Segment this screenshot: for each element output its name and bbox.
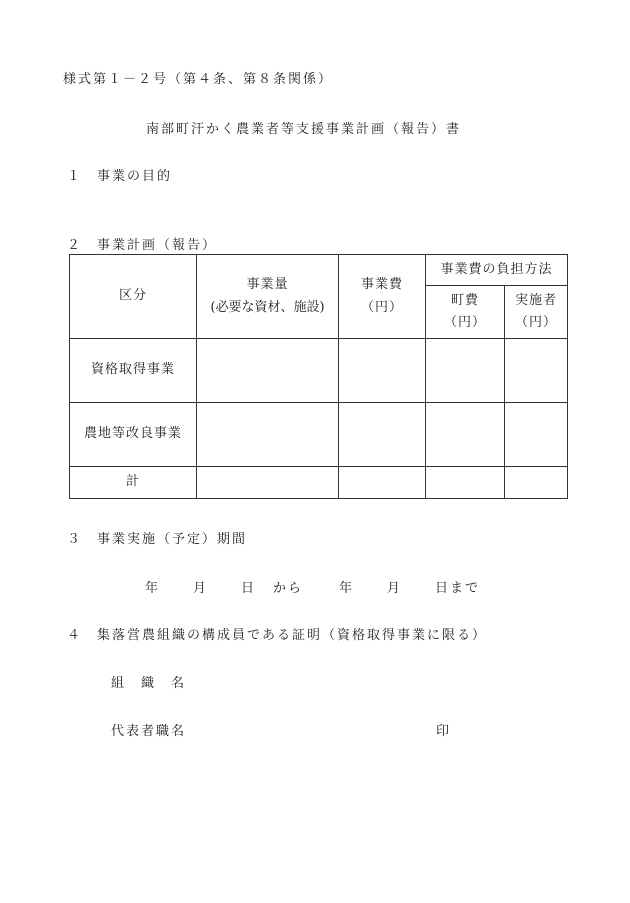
cost-cell[interactable] (339, 467, 426, 499)
seal-mark: 印 (436, 724, 452, 739)
quantity-cell[interactable] (197, 403, 339, 467)
period-from: から (273, 581, 304, 596)
cost-cell[interactable] (339, 403, 426, 467)
header-implementer-cost: 実施者 （円） (505, 286, 568, 339)
period-month-start: 月 (193, 581, 209, 596)
section-2-heading: ２ 事業計画（報告） (67, 238, 218, 253)
period-year-start: 年 (145, 581, 161, 596)
header-burden-method: 事業費の負担方法 (426, 255, 568, 286)
header-cost: 事業費 （円） (339, 255, 426, 339)
implementer-cost-cell[interactable] (505, 339, 568, 403)
form-number: 様式第１－２号（第４条、第８条関係） (63, 72, 334, 87)
cost-cell[interactable] (339, 339, 426, 403)
period-month-end: 月 (387, 581, 403, 596)
implementer-cost-cell[interactable] (505, 403, 568, 467)
period-year-end: 年 (339, 581, 355, 596)
section-1-heading: １ 事業の目的 (67, 169, 173, 184)
quantity-cell[interactable] (197, 339, 339, 403)
table-row (70, 339, 568, 403)
org-name-label: 組 織 名 (111, 676, 187, 691)
period-day-until: 日まで (435, 581, 481, 596)
town-cost-cell[interactable] (426, 467, 505, 499)
town-cost-cell[interactable] (426, 339, 505, 403)
row-label: 資格取得事業 (70, 339, 197, 403)
quantity-cell[interactable] (197, 467, 339, 499)
implementer-cost-cell[interactable] (505, 467, 568, 499)
header-category: 区分 (70, 255, 197, 339)
document-title: 南部町汗かく農業者等支援事業計画（報告）書 (146, 122, 462, 137)
period-day-start: 日 (241, 581, 257, 596)
section-3-heading: ３ 事業実施（予定）期間 (67, 532, 248, 547)
row-label: 計 (70, 467, 197, 499)
representative-label: 代表者職名 (111, 724, 187, 739)
table-row-total (70, 467, 568, 499)
row-label: 農地等改良事業 (70, 403, 197, 467)
town-cost-cell[interactable] (426, 403, 505, 467)
table-row (70, 403, 568, 467)
header-quantity: 事業量 (必要な資材、施設) (197, 255, 339, 339)
plan-table (69, 254, 568, 499)
header-town-cost: 町費 （円） (426, 286, 505, 339)
section-4-heading: ４ 集落営農組織の構成員である証明（資格取得事業に限る） (67, 628, 488, 643)
